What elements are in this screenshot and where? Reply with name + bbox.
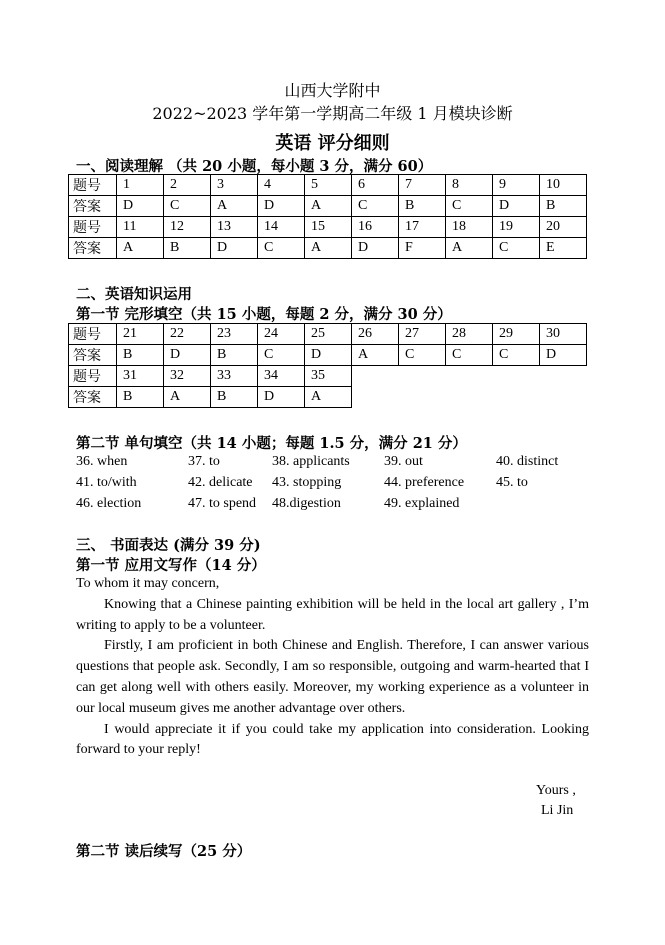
question-number-cell: 7 [399, 175, 446, 196]
question-number-cell: 35 [305, 366, 352, 387]
fill-in-answer: 46. election [76, 496, 142, 511]
reading-heading: 一、阅读理解 （共 20 小题，每小题 3 分，满分 60） [76, 158, 433, 175]
question-number-cell: 24 [258, 324, 305, 345]
answer-cell: D [493, 196, 540, 217]
answer-cell: A [352, 345, 399, 366]
answer-row [69, 345, 587, 366]
fill-in-answer: 43. stopping [272, 475, 342, 490]
question-number-row [69, 366, 587, 387]
answer-cell: B [117, 387, 164, 408]
question-number-cell: 32 [164, 366, 211, 387]
letter-salutation: To whom it may concern, [76, 576, 220, 591]
fill-in-answer: 44. preference [384, 475, 465, 490]
answer-cell: E [540, 238, 587, 259]
answer-cell: B [211, 387, 258, 408]
answer-cell: A [305, 196, 352, 217]
reading-answer-table [68, 174, 587, 259]
answer-cell: C [399, 345, 446, 366]
fill-in-answer: 36. when [76, 454, 128, 469]
question-number-cell: 11 [117, 217, 164, 238]
answer-cell: C [164, 196, 211, 217]
answer-cell: B [211, 345, 258, 366]
question-number-cell: 22 [164, 324, 211, 345]
question-number-cell: 15 [305, 217, 352, 238]
answer-cell: B [117, 345, 164, 366]
answer-cell: C [258, 345, 305, 366]
question-number-cell: 5 [305, 175, 352, 196]
answer-cell: D [164, 345, 211, 366]
fill-in-answer: 48.digestion [272, 496, 341, 511]
school-name: 山西大学附中 [284, 81, 381, 100]
writing-heading: 三、 书面表达 (满分 39 分) [76, 537, 261, 554]
answer-cell: B [540, 196, 587, 217]
answer-cell: C [493, 345, 540, 366]
fill-in-answer: 47. to spend [188, 496, 257, 511]
cloze-answer-table [68, 323, 587, 408]
question-number-cell: 26 [352, 324, 399, 345]
letter-paragraph: Firstly, I am proficient in both Chinese and English. Therefore, I can answer various questions that people ask. Secondly, I am so responsible, outgoing and warm-hearted that I can get along well with others easily. Moreover, my working experience as a volunteer in our local museum gives me another advantage over others. [76, 638, 589, 716]
answer-cell: D [258, 196, 305, 217]
answer-row [69, 238, 587, 259]
answer-cell: A [164, 387, 211, 408]
answer-cell: D [211, 238, 258, 259]
answer-cell: C [446, 196, 493, 217]
fill-in-answer: 42. delicate [188, 475, 253, 490]
question-number-cell: 33 [211, 366, 258, 387]
question-number-cell: 34 [258, 366, 305, 387]
question-number-cell: 13 [211, 217, 258, 238]
fill-in-row [76, 475, 596, 496]
sample-letter [76, 574, 589, 761]
question-number-cell: 23 [211, 324, 258, 345]
answer-cell: A [211, 196, 258, 217]
fill-in-answer: 45. to [496, 475, 528, 490]
question-number-label: 题号 [69, 324, 117, 345]
answer-cell: D [258, 387, 305, 408]
question-number-cell: 31 [117, 366, 164, 387]
answer-cell: B [164, 238, 211, 259]
answer-label: 答案 [69, 387, 117, 408]
fill-in-row [76, 496, 596, 517]
question-number-cell: 12 [164, 217, 211, 238]
question-number-cell: 29 [493, 324, 540, 345]
letter-closing: Yours , [536, 783, 576, 798]
letter-signature: Li Jin [541, 803, 574, 818]
question-number-row [69, 175, 587, 196]
letter-paragraph: I would appreciate it if you could take my application into consideration. Looking forward to your reply! [76, 721, 589, 758]
question-number-cell: 30 [540, 324, 587, 345]
answer-label: 答案 [69, 238, 117, 259]
question-number-cell: 27 [399, 324, 446, 345]
question-number-cell: 18 [446, 217, 493, 238]
letter-paragraph: Knowing that a Chinese painting exhibition will be held in the local art gallery , I’m writing to apply to be a volunteer. [76, 596, 589, 633]
answer-cell: D [117, 196, 164, 217]
question-number-cell: 3 [211, 175, 258, 196]
question-number-row [69, 324, 587, 345]
answer-cell: A [305, 387, 352, 408]
answer-cell: D [540, 345, 587, 366]
fill-in-answer: 40. distinct [496, 454, 559, 469]
fill-in-answer: 39. out [384, 454, 423, 469]
exam-title: 2022~2023 学年第一学期高二年级 1 月模块诊断 [152, 104, 513, 123]
question-number-cell: 25 [305, 324, 352, 345]
question-number-cell: 4 [258, 175, 305, 196]
language-use-heading: 二、英语知识运用 [76, 286, 192, 303]
answer-label: 答案 [69, 196, 117, 217]
answer-row [69, 387, 587, 408]
fill-in-row [76, 454, 596, 475]
practical-writing-heading: 第一节 应用文写作（14 分） [76, 557, 266, 574]
question-number-cell: 28 [446, 324, 493, 345]
question-number-cell: 1 [117, 175, 164, 196]
question-number-cell: 8 [446, 175, 493, 196]
answer-cell: C [493, 238, 540, 259]
question-number-row [69, 217, 587, 238]
answer-cell: B [399, 196, 446, 217]
question-number-cell: 2 [164, 175, 211, 196]
answer-cell: F [399, 238, 446, 259]
fill-in-answer: 49. explained [384, 496, 460, 511]
question-number-cell: 14 [258, 217, 305, 238]
answer-cell: A [305, 238, 352, 259]
answer-cell: C [352, 196, 399, 217]
answer-cell: D [352, 238, 399, 259]
page-title: 英语 评分细则 [275, 133, 390, 154]
fill-in-answer: 41. to/with [76, 475, 137, 490]
fill-in-heading: 第二节 单句填空（共 14 小题；每题 1.5 分，满分 21 分） [76, 435, 467, 452]
question-number-cell: 10 [540, 175, 587, 196]
answer-cell: C [446, 345, 493, 366]
answer-label: 答案 [69, 345, 117, 366]
answer-cell: C [258, 238, 305, 259]
question-number-label: 题号 [69, 366, 117, 387]
continuation-writing-heading: 第二节 读后续写（25 分） [76, 843, 252, 860]
question-number-cell: 6 [352, 175, 399, 196]
answer-cell: D [305, 345, 352, 366]
fill-in-answers [76, 454, 596, 517]
answer-cell: A [446, 238, 493, 259]
question-number-cell: 17 [399, 217, 446, 238]
question-number-cell: 9 [493, 175, 540, 196]
question-number-label: 题号 [69, 175, 117, 196]
fill-in-answer: 37. to [188, 454, 220, 469]
question-number-cell: 16 [352, 217, 399, 238]
answer-cell: A [117, 238, 164, 259]
question-number-cell: 19 [493, 217, 540, 238]
cloze-heading: 第一节 完形填空（共 15 小题，每题 2 分，满分 30 分） [76, 306, 452, 323]
fill-in-answer: 38. applicants [272, 454, 350, 469]
answer-row [69, 196, 587, 217]
question-number-cell: 20 [540, 217, 587, 238]
question-number-cell: 21 [117, 324, 164, 345]
question-number-label: 题号 [69, 217, 117, 238]
